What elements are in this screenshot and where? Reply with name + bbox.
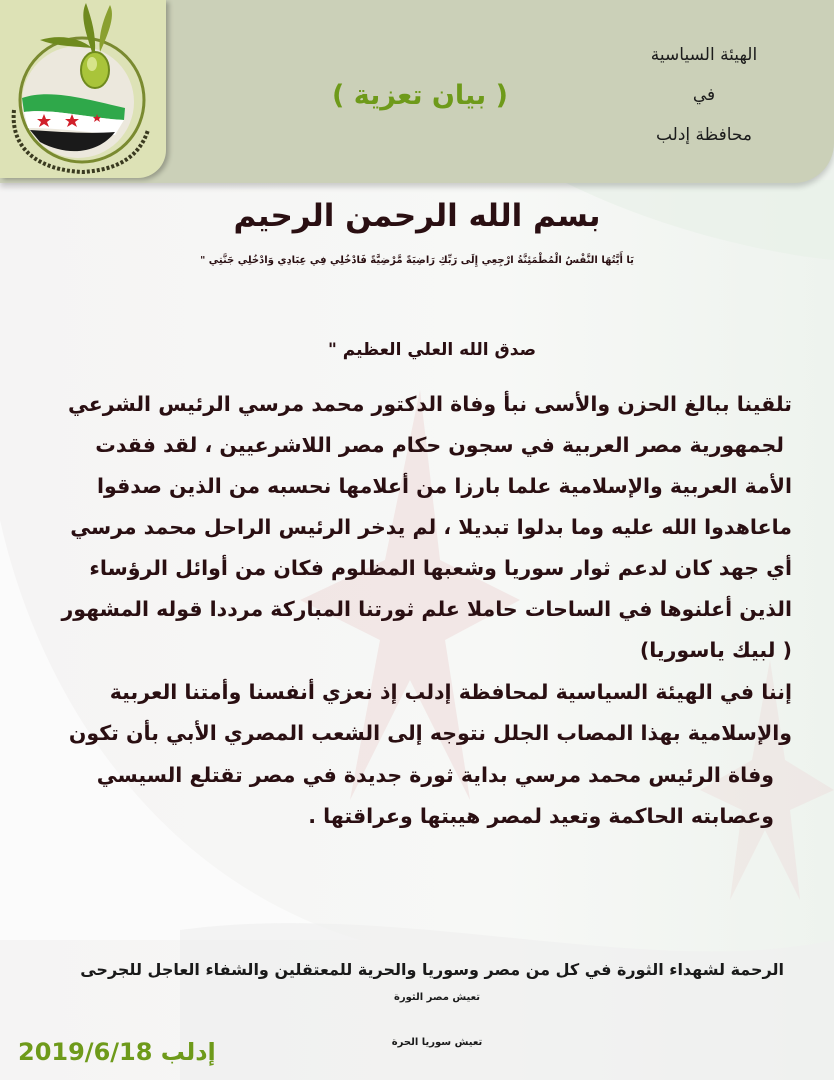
body-line: والإسلامية بهذا المصاب الجلل نتوجه إلى الشعب المصري الأبي بأن تكون xyxy=(68,721,792,745)
basmala: بسم الله الرحمن الرحيم xyxy=(233,198,601,234)
body-line: إننا في الهيئة السياسية لمحافظة إدلب إذ نعزي أنفسنا وأمتنا العربية xyxy=(109,680,792,704)
body-line: لجمهورية مصر العربية في سجون حكام مصر اللاشرعيين ، لقد فقدت xyxy=(95,433,784,457)
body-line: وفاة الرئيس محمد مرسي بداية ثورة جديدة في مصر تقتلع السيسي xyxy=(96,763,774,787)
body-line: أي جهد كان لدعم ثوار سوريا وشعبها المظلوم فكان من أوائل الرؤساء xyxy=(89,556,792,580)
body-line: الأمة العربية والإسلامية علما بارزا من أعلامها نحسبه من الذين صدقوا xyxy=(96,474,792,498)
body-line: ماعاهدوا الله عليه وما بدلوا تبديلا ، لم يدخر الرئيس الراحل محمد مرسي xyxy=(70,515,792,539)
place-and-date: إدلب 2019/6/18 xyxy=(18,1038,216,1066)
statement-title: ( بيان تعزية ) xyxy=(332,80,508,111)
org-name-line: في xyxy=(692,85,716,105)
verse-closing: صدق الله العلي العظيم " xyxy=(327,340,537,360)
body-line: وعصابته الحاكمة وتعيد لمصر هيبتها وعراقتها . xyxy=(308,804,774,828)
closing-slogan: تعيش سوريا الحرة xyxy=(391,1037,483,1048)
org-name-line: الهيئة السياسية xyxy=(650,45,758,65)
body-line: الذين أعلنوها في الساحات حاملا علم ثورتنا المباركة مرددا قوله المشهور xyxy=(61,597,792,621)
quran-verse: يَا أَيَّتُهَا النَّفْسُ الْمُطْمَئِنَّةُ ارْجِعِي إِلَى رَبِّكِ رَاضِيَةً مَّرْضِيَّةً فَادْخُلِي فِي عِبَادِي وَادْخُلِي جَنَّتِي " xyxy=(200,255,634,266)
body-line: تلقينا ببالغ الحزن والأسى نبأ وفاة الدكتور محمد مرسي الرئيس الشرعي xyxy=(67,392,792,416)
body-line: ( لبيك ياسوريا) xyxy=(639,638,792,662)
org-name-line: محافظة إدلب xyxy=(655,125,752,145)
closing-slogan: تعيش مصر الثورة xyxy=(393,992,481,1003)
closing-prayer: الرحمة لشهداء الثورة في كل من مصر وسوريا والحرية للمعتقلين والشفاء العاجل للجرحى xyxy=(80,960,784,979)
